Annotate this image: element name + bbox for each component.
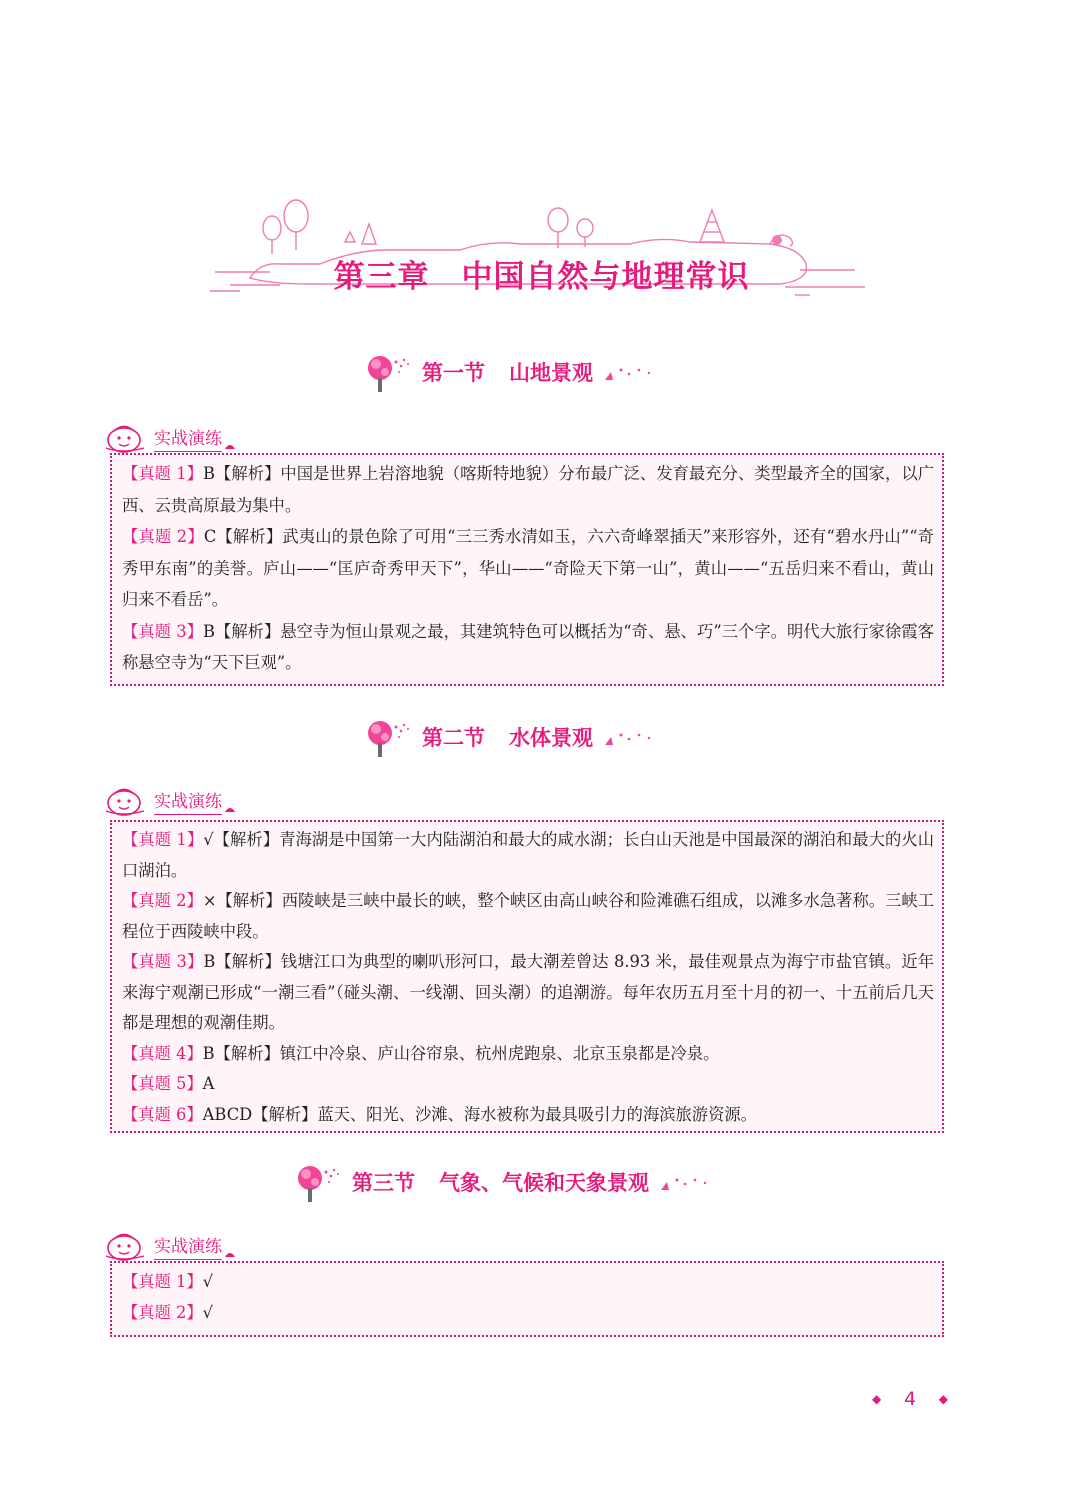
answer-item [122,825,934,886]
flourish-icon [224,439,236,451]
pink-tree-icon [366,715,412,759]
section-number: 第一节 [422,361,485,385]
dots-decoration-icon [659,1172,715,1192]
question-tag: 【真题 1】 [122,830,204,849]
answer-text: C【解析】武夷山的景色除了可用“三三秀水清如玉，六六奇峰翠插天”来形容外，还有“碧水丹山”“奇秀甲东南”的美誉。庐山——“匡庐奇秀甲天下”，华山——“奇险天下第一山”，黄山——“五岳归来不看山，黄山归来不看岳”。 [122,527,934,609]
question-tag: 【真题 5】 [122,1074,203,1093]
section-heading-1 [366,350,659,394]
answer-text: √【解析】青海湖是中国第一大内陆湖泊和最大的咸水湖；长白山天池是中国最深的湖泊和最大的火山口湖泊。 [122,830,934,880]
question-tag: 【真题 2】 [122,527,204,546]
mascot-icon [104,1230,148,1262]
question-tag: 【真题 2】 [122,891,203,910]
question-tag: 【真题 1】 [122,464,204,483]
answer-text: ABCD【解析】蓝天、阳光、沙滩、海水被称为最具吸引力的海滨旅游资源。 [202,1104,757,1124]
mascot-icon [104,422,148,454]
section-number: 第三节 [352,1171,415,1195]
answer-item [122,1039,934,1070]
page-number [872,1386,948,1412]
question-tag: 【真题 2】 [122,1303,203,1322]
answer-item [122,1297,934,1328]
flourish-icon [224,802,236,814]
diamond-icon: ◆ [872,1392,882,1406]
mascot-icon [104,785,148,817]
answer-item [122,1069,934,1100]
answer-text: ×【解析】西陵峡是三峡中最长的峡，整个峡区由高山峡谷和险滩礁石组成，以滩多水急著称。三峡工程位于西陵峡中段。 [122,891,934,941]
answer-item [122,886,934,947]
pink-tree-icon [296,1160,342,1204]
question-tag: 【真题 4】 [122,1043,203,1063]
question-tag: 【真题 6】 [122,1104,203,1124]
practice-label-text: 实战演练 [154,1232,222,1260]
practice-label-text: 实战演练 [154,787,222,815]
practice-label-1 [104,421,236,455]
diamond-icon: ◆ [938,1392,948,1406]
answer-text: B【解析】悬空寺为恒山景观之最，其建筑特色可以概括为“奇、悬、巧”三个字。明代大旅行家徐霞客称悬空寺为“天下巨观”。 [122,621,934,672]
answer-item [122,616,934,679]
dots-decoration-icon [603,362,659,382]
question-tag: 【真题 3】 [122,952,204,971]
section-name: 水体景观 [509,726,593,750]
answer-text: B【解析】钱塘江口为典型的喇叭形河口，最大潮差曾达 8.93 米，最佳观景点为海宁市盐官镇。近年来海宁观潮已形成“一潮三看”（碰头潮、一线潮、回头潮）的追潮游。每年农历五月至十月的初一、十五前后几天都是理想的观潮佳期。 [122,952,934,1032]
answer-text: B【解析】中国是世界上岩溶地貌（喀斯特地貌）分布最广泛、发育最充分、类型最齐全的国家，以广西、云贵高原最为集中。 [122,464,934,515]
answer-box-2 [110,820,944,1133]
section-title-3 [352,1167,649,1197]
page-number-text: 4 [903,1388,917,1410]
practice-label-2 [104,784,236,818]
flourish-icon [224,1247,236,1259]
answer-text: √ [202,1272,214,1291]
answer-item [122,458,934,521]
answer-box-3 [110,1261,944,1337]
answer-item [122,1266,934,1297]
question-tag: 【真题 1】 [122,1272,203,1291]
answer-item [122,1100,934,1131]
answer-text: A [202,1074,215,1093]
section-name: 气象、气候和天象景观 [439,1171,649,1195]
pink-tree-icon [366,350,412,394]
dots-decoration-icon [603,727,659,747]
section-title-1 [422,357,593,387]
practice-label-text: 实战演练 [154,424,222,452]
section-number: 第二节 [422,726,485,750]
answer-item [122,521,934,616]
section-name: 山地景观 [509,361,593,385]
answer-box-1 [110,453,944,686]
section-heading-3 [296,1160,715,1204]
answer-text: B【解析】镇江中冷泉、庐山谷帘泉、杭州虎跑泉、北京玉泉都是冷泉。 [202,1043,720,1063]
answer-item [122,947,934,1039]
practice-label-3 [104,1229,236,1263]
section-title-2 [422,722,593,752]
chapter-title: 第三章 中国自然与地理常识 [333,259,750,295]
question-tag: 【真题 3】 [122,621,203,641]
answer-text: √ [202,1303,214,1322]
section-heading-2 [366,715,659,759]
